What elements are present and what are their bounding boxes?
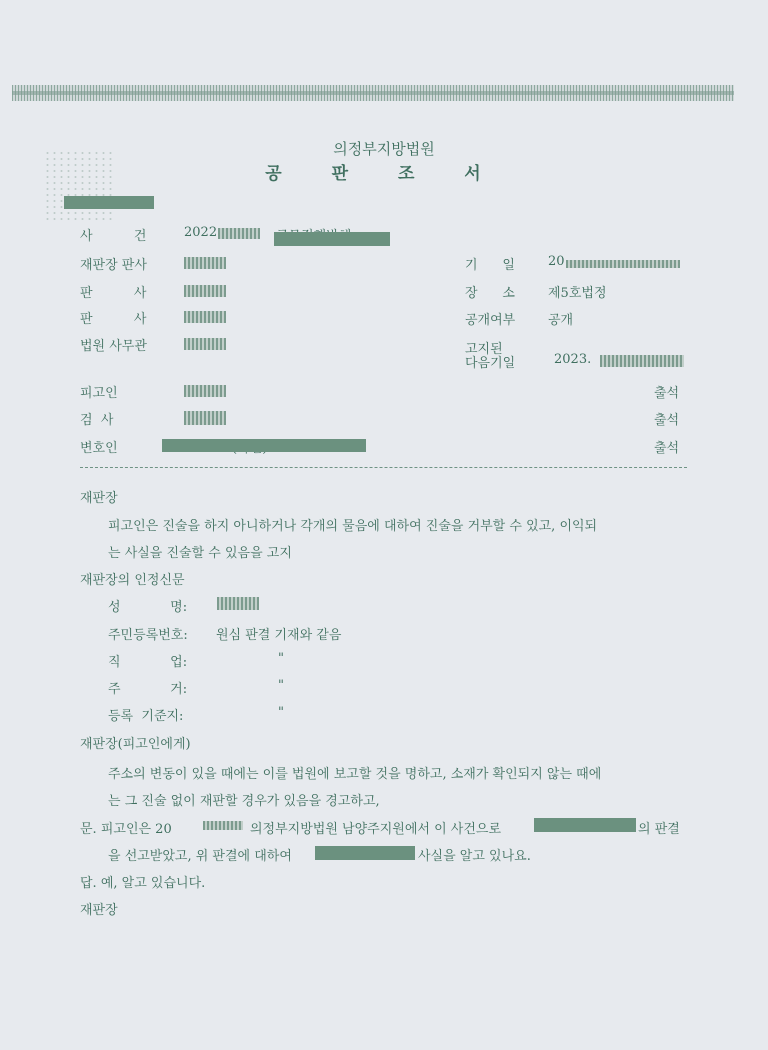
case-label: 사 건: [80, 229, 147, 244]
speaker-identity-exam: 재판장의 인정신문: [80, 573, 185, 588]
redaction-judge1: [184, 285, 226, 297]
counsel-label: 변호인: [80, 441, 118, 456]
warning-line2: 는 그 진술 없이 재판할 경우가 있음을 경고하고,: [108, 794, 380, 809]
question-line2-start: 을 선고받았고, 위 판결에 대하여: [108, 849, 292, 864]
job-label: 직 업:: [108, 655, 188, 670]
question-line1-end: 의 판결: [638, 822, 680, 837]
counsel-status: 출석: [654, 441, 680, 456]
job-value: ": [278, 651, 284, 666]
redaction-session-date: [566, 260, 680, 268]
defendant-status: 출석: [654, 386, 680, 401]
prosecutor-label: 검 사: [80, 413, 114, 428]
question-line1-start: 문. 피고인은 20: [80, 822, 172, 837]
judge2-label: 판 사: [80, 312, 147, 327]
question-line1-middle: 의정부지방법원 남양주지원에서 이 사건으로: [250, 822, 501, 837]
public-value: 공개: [548, 313, 574, 328]
next-date-label-2: 다음기일: [465, 356, 516, 371]
redaction-counsel: [162, 439, 366, 452]
clerk-label: 법원 사무관: [80, 339, 147, 354]
redaction-prosecutor: [184, 411, 226, 425]
redaction-judgment-date: [203, 821, 243, 830]
redaction-clerk: [184, 338, 226, 350]
redaction-presiding-judge: [184, 257, 226, 269]
case-number: 2022: [184, 225, 218, 240]
redaction-next-date: [600, 355, 684, 367]
redaction-name: [217, 597, 259, 610]
redaction-case-name: [274, 232, 390, 246]
public-label: 공개여부: [465, 313, 516, 328]
session-date-label: 기 일: [465, 258, 515, 273]
redaction-appeal-details: [315, 846, 415, 860]
scan-artifact-band: [12, 85, 734, 101]
address-label: 주 거:: [108, 682, 188, 697]
name-label: 성 명:: [108, 600, 188, 615]
prosecutor-status: 출석: [654, 413, 680, 428]
rrn-label: 주민등록번호:: [108, 628, 188, 643]
redaction-block: [64, 196, 154, 209]
speaker-presiding-1: 재판장: [80, 491, 118, 506]
speaker-presiding-2: 재판장: [80, 903, 118, 918]
rights-notice-line2: 는 사실을 진술할 수 있음을 고지: [108, 546, 292, 561]
answer-line: 답. 예, 알고 있습니다.: [80, 876, 206, 891]
court-name: 의정부지방법원: [333, 140, 435, 158]
judge1-label: 판 사: [80, 286, 147, 301]
rights-notice-line1: 피고인은 진술을 하지 아니하거나 각개의 물음에 대하여 진술을 거부할 수 있고, 이익되: [108, 519, 598, 534]
redaction-case-number: [218, 228, 260, 239]
redaction-judge2: [184, 311, 226, 323]
session-place-value: 제5호법정: [548, 286, 607, 301]
next-date-value: 2023.: [554, 352, 592, 367]
session-place-label: 장 소: [465, 286, 515, 301]
rrn-value: 원심 판결 기재와 같음: [216, 628, 342, 643]
session-date-value: 20: [548, 254, 565, 269]
presiding-judge-label: 재판장 판사: [80, 258, 147, 273]
next-date-label-1: 고지된: [465, 342, 503, 357]
speaker-to-defendant: 재판장(피고인에게): [80, 737, 191, 752]
section-divider: [80, 467, 687, 468]
question-line2-end: 사실을 알고 있나요.: [418, 849, 531, 864]
address-value: ": [278, 678, 284, 693]
registration-label: 등록 기준지:: [108, 709, 184, 724]
defendant-label: 피고인: [80, 386, 118, 401]
redaction-judgment-details: [534, 818, 636, 832]
redaction-defendant: [184, 385, 226, 397]
warning-line1: 주소의 변동이 있을 때에는 이를 법원에 보고할 것을 명하고, 소재가 확인되지 않는 때에: [108, 767, 602, 782]
document-title: 공 판 조 서: [265, 164, 503, 184]
registration-value: ": [278, 705, 284, 720]
